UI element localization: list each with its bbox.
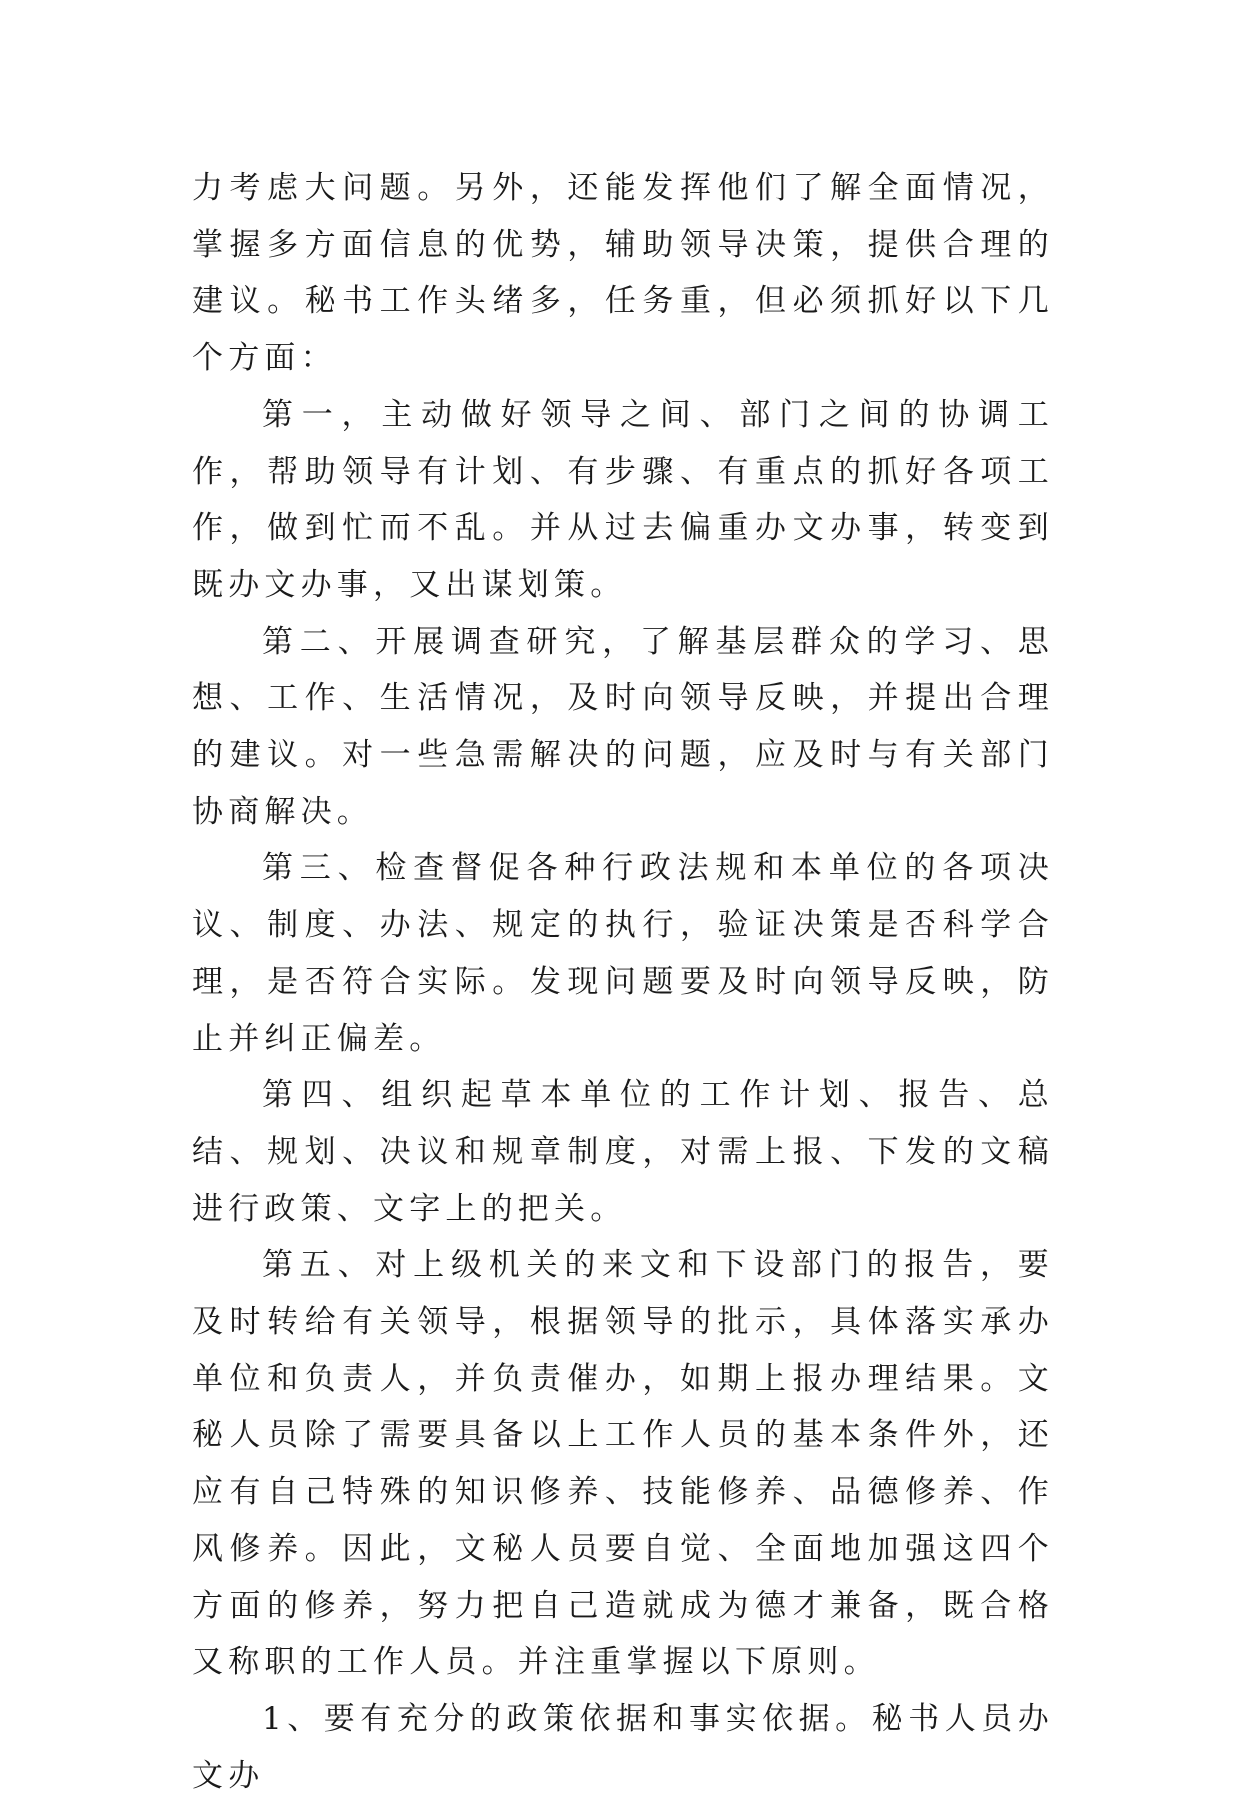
paragraph-first: 第一，主动做好领导之间、部门之间的协调工作，帮助领导有计划、有步骤、有重点的抓好各项工作，做到忙而不乱。并从过去偏重办文办事，转变到既办文办事，又出谋划策。 xyxy=(192,396,1054,603)
paragraph-continuation: 力考虑大问题。另外，还能发挥他们了解全面情况，掌握多方面信息的优势，辅助领导决策，提供合理的建议。秘书工作头绪多，任务重，但必须抓好以下几个方面： xyxy=(192,170,1054,377)
paragraph-fourth: 第四、组织起草本单位的工作计划、报告、总结、规划、决议和规章制度，对需上报、下发的文稿进行政策、文字上的把关。 xyxy=(192,1077,1054,1227)
paragraph-fifth: 第五、对上级机关的来文和下设部门的报告，要及时转给有关领导，根据领导的批示，具体落实承办单位和负责人，并负责催办，如期上报办理结果。文秘人员除了需要具备以上工作人员的基本条件外，还应有自己特殊的知识修养、技能修养、品德修养、作风修养。因此，文秘人员要自觉、全面地加强这四个方面的修养，努力把自己造就成为德才兼备，既合格又称职的工作人员。并注重掌握以下原则。 xyxy=(192,1247,1054,1681)
paragraph-third: 第三、检查督促各种行政法规和本单位的各项决议、制度、办法、规定的执行，验证决策是否科学合理，是否符合实际。发现问题要及时向领导反映，防止并纠正偏差。 xyxy=(192,850,1054,1057)
paragraph-principle-1: 1、要有充分的政策依据和事实依据。秘书人员办文办 xyxy=(192,1700,1054,1794)
paragraph-second: 第二、开展调查研究，了解基层群众的学习、思想、工作、生活情况，及时向领导反映，并提出合理的建议。对一些急需解决的问题，应及时与有关部门协商解决。 xyxy=(192,623,1054,830)
document-body xyxy=(192,160,1054,1804)
